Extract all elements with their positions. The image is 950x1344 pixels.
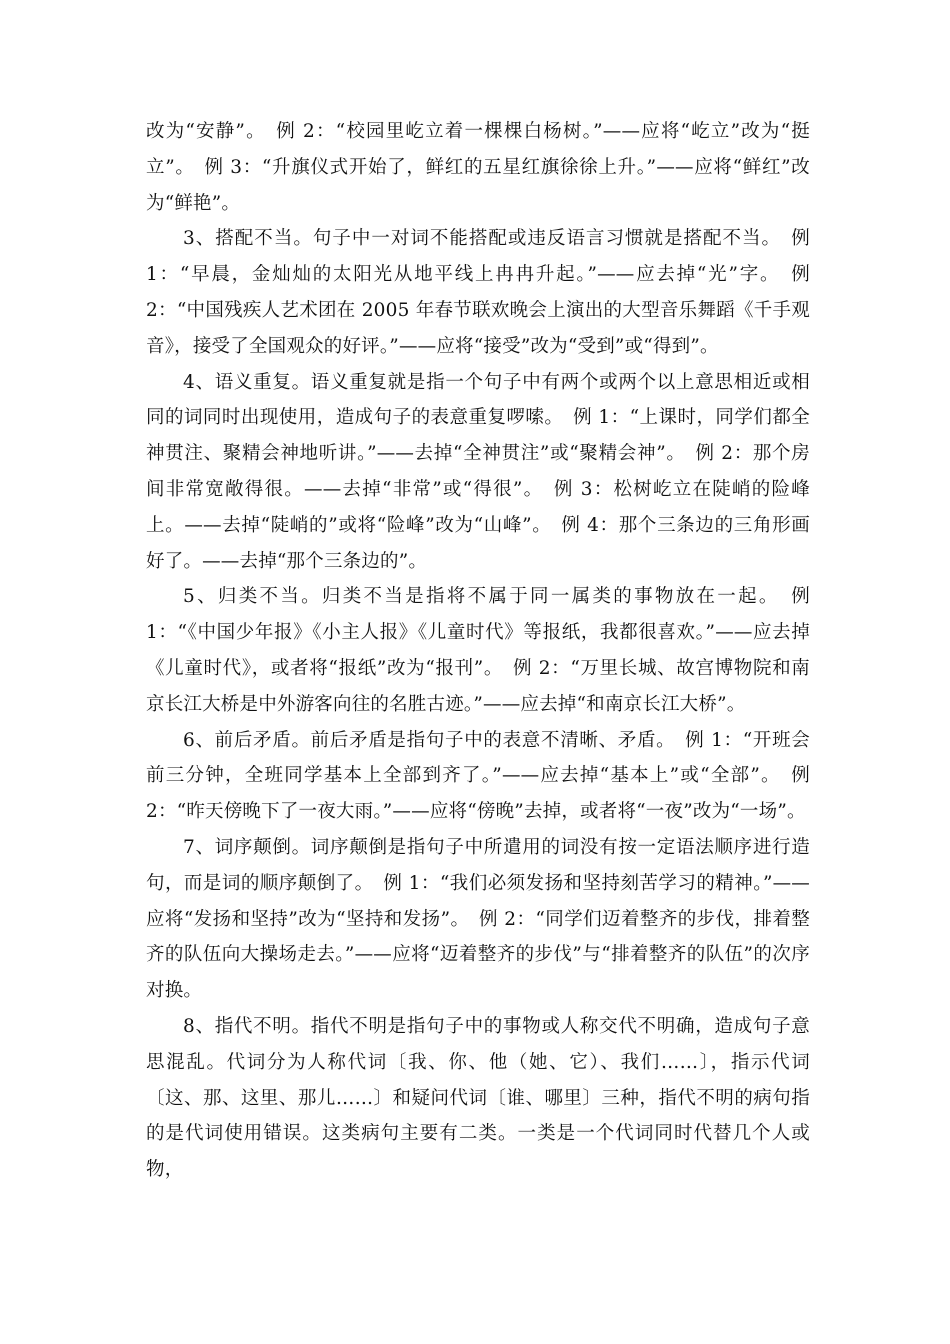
paragraph-continued: 改为“安静”。 例 2：“校园里屹立着一棵棵白杨树。”——应将“屹立”改为“挺立”。 例 3：“升旗仪式开始了，鲜红的五星红旗徐徐上升。”——应将“鲜红”改为“鲜艳”。	[146, 121, 810, 214]
paragraph-collocation-error: 3、搭配不当。句子中一对词不能搭配或违反语言习惯就是搭配不当。 例 1：“早晨，金灿灿的太阳光从地平线上冉冉升起。”——应去掉“光”字。 例 2：“中国残疾人艺术团在 2005 年春节联欢晚会上演出的大型音乐舞蹈《千手观音》，接受了全国观众的好评。”——应将“接受”改为“受到”或“得到”。	[146, 228, 810, 357]
document-body	[146, 114, 810, 1188]
paragraph-improper-classification: 5、归类不当。归类不当是指将不属于同一属类的事物放在一起。 例 1：“《中国少年报》《小主人报》《儿童时代》等报纸，我都很喜欢。”——应去掉《儿童时代》，或者将“报纸”改为“报刊”。 例 2：“万里长城、故宫博物院和南京长江大桥是中外游客向往的名胜古迹。”——应去掉“和南京长江大桥”。	[146, 586, 810, 715]
paragraph-unclear-reference: 8、指代不明。指代不明是指句子中的事物或人称交代不明确，造成句子意思混乱。代词分为人称代词〔我、你、他（她、它）、我们……〕，指示代词〔这、那、这里、那儿……〕和疑问代词〔谁、哪里〕三种，指代不明的病句指的是代词使用错误。这类病句主要有二类。一类是一个代词同时代替几个人或物，	[146, 1015, 810, 1181]
paragraph-contradiction: 6、前后矛盾。前后矛盾是指句子中的表意不清晰、矛盾。 例 1：“开班会前三分钟，全班同学基本上全部到齐了。”——应去掉“基本上”或“全部”。 例 2：“昨天傍晚下了一夜大雨。”——应将“傍晚”去掉，或者将“一夜”改为“一场”。	[146, 729, 810, 823]
paragraph-word-order: 7、词序颠倒。词序颠倒是指句子中所遣用的词没有按一定语法顺序进行造句，而是词的顺序颠倒了。 例 1：“我们必须发扬和坚持刻苦学习的精神。”——应将“发扬和坚持”改为“坚持和发扬”。 例 2：“同学们迈着整齐的步伐，排着整齐的队伍向大操场走去。”——应将“迈着整齐的步伐”与“排着整齐的队伍”的次序对换。	[146, 836, 810, 1002]
paragraph-semantic-repetition: 4、语义重复。语义重复就是指一个句子中有两个或两个以上意思相近或相同的词同时出现使用，造成句子的表意重复啰嗦。 例 1：“上课时，同学们都全神贯注、聚精会神地听讲。”——去掉“全神贯注”或“聚精会神”。 例 2：那个房间非常宽敞得很。——去掉“非常”或“得很”。 例 3：松树屹立在陡峭的险峰上。——去掉“陡峭的”或将“险峰”改为“山峰”。 例 4：那个三条边的三角形画好了。——去掉“那个三条边的”。	[146, 371, 810, 572]
